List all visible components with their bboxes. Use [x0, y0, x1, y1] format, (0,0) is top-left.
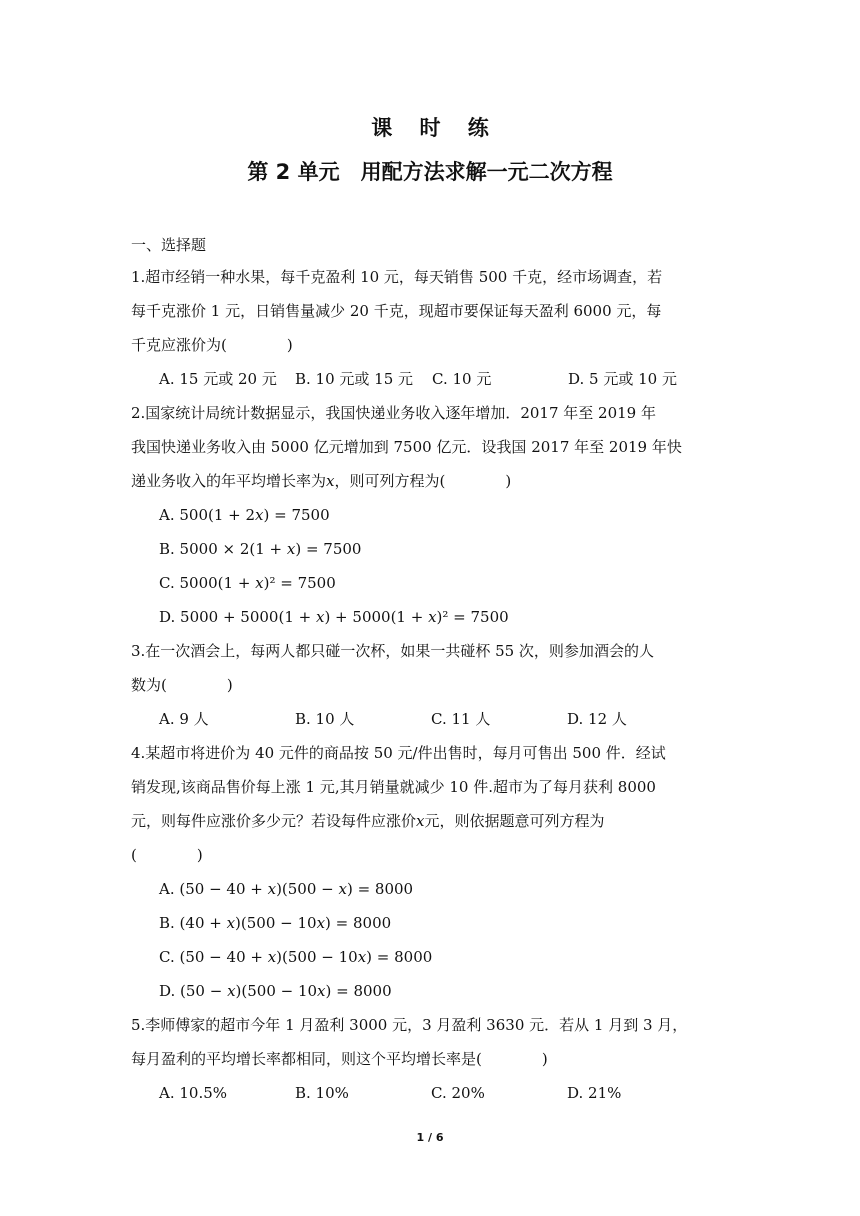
option-a: A. 15 元或 20 元	[159, 370, 277, 388]
option-d: D. 21%	[567, 1084, 622, 1102]
option-c: C. 5000(1 + 𝑥)² = 7500	[159, 574, 336, 592]
options-row	[131, 362, 737, 396]
question-text-line: 递业务收入的年平均增长率为𝑥，则可列方程为( )	[131, 472, 512, 490]
question-text-line: 每月盈利的平均增长率都相同，则这个平均增长率是( )	[131, 1050, 548, 1068]
options-row	[131, 1076, 737, 1110]
option-a: A. 10.5%	[159, 1084, 228, 1102]
page-number: 1 / 6	[416, 1131, 444, 1144]
option-c: C. 10 元	[432, 370, 492, 388]
question-text-line: 4.某超市将进价为 40 元件的商品按 50 元/件出售时，每月可售出 500 件．经试	[131, 744, 666, 762]
option-a: A. 500(1 + 2𝑥) = 7500	[159, 506, 330, 524]
option-d: D. (50 − 𝑥)(500 − 10𝑥) = 8000	[159, 982, 392, 1000]
option-b: B. (40 + 𝑥)(500 − 10𝑥) = 8000	[159, 914, 392, 932]
option-b: B. 5000 × 2(1 + 𝑥) = 7500	[159, 540, 362, 558]
option-a: A. 9 人	[159, 710, 209, 728]
question-text-line: 数为( )	[131, 676, 233, 694]
question-1	[131, 260, 737, 396]
question-text-line: 3.在一次酒会上，每两人都只碰一次杯，如果一共碰杯 55 次，则参加酒会的人	[131, 642, 654, 660]
question-4	[131, 736, 737, 1008]
option-b: B. 10%	[295, 1084, 349, 1102]
question-text-line: 千克应涨价为( )	[131, 336, 293, 354]
question-text-line: 1.超市经销一种水果，每千克盈利 10 元，每天销售 500 千克，经市场调查，若	[131, 268, 663, 286]
question-text-line: 5.李师傅家的超市今年 1 月盈利 3000 元，3 月盈利 3630 元．若从 1 月到 3 月，	[131, 1016, 688, 1034]
question-text-line: 元，则每件应涨价多少元？若设每件应涨价𝑥元，则依据题意可列方程为	[131, 812, 605, 830]
option-c: C. 20%	[431, 1084, 485, 1102]
option-d: D. 5000 + 5000(1 + 𝑥) + 5000(1 + 𝑥)² = 7500	[159, 608, 509, 626]
option-d: D. 5 元或 10 元	[568, 370, 677, 388]
option-c: C. (50 − 40 + 𝑥)(500 − 10𝑥) = 8000	[159, 948, 433, 966]
question-3	[131, 634, 737, 736]
option-c: C. 11 人	[431, 710, 491, 728]
options-row	[131, 702, 737, 736]
question-text-line: 每千克涨价 1 元，日销售量减少 20 千克，现超市要保证每天盈利 6000 元，每	[131, 302, 662, 320]
question-5	[131, 1008, 737, 1110]
option-b: B. 10 人	[295, 710, 355, 728]
option-b: B. 10 元或 15 元	[295, 370, 414, 388]
question-text-line: 销发现,该商品售价每上涨 1 元,其月销量就减少 10 件.超市为了每月获利 8000	[131, 778, 656, 796]
question-2	[131, 396, 737, 634]
section-heading: 一、选择题	[131, 236, 207, 254]
question-text-line: ( )	[131, 846, 203, 864]
question-text-line: 2.国家统计局统计数据显示，我国快递业务收入逐年增加．2017 年至 2019 年	[131, 404, 656, 422]
page-subtitle: 第 2 单元 用配方法求解一元二次方程	[247, 160, 613, 184]
option-a: A. (50 − 40 + 𝑥)(500 − 𝑥) = 8000	[159, 880, 414, 898]
question-text-line: 我国快递业务收入由 5000 亿元增加到 7500 亿元．设我国 2017 年至 2019 年快	[131, 438, 682, 456]
page-title: 课 时 练	[371, 116, 499, 140]
question-list	[131, 230, 737, 1110]
option-d: D. 12 人	[567, 710, 627, 728]
